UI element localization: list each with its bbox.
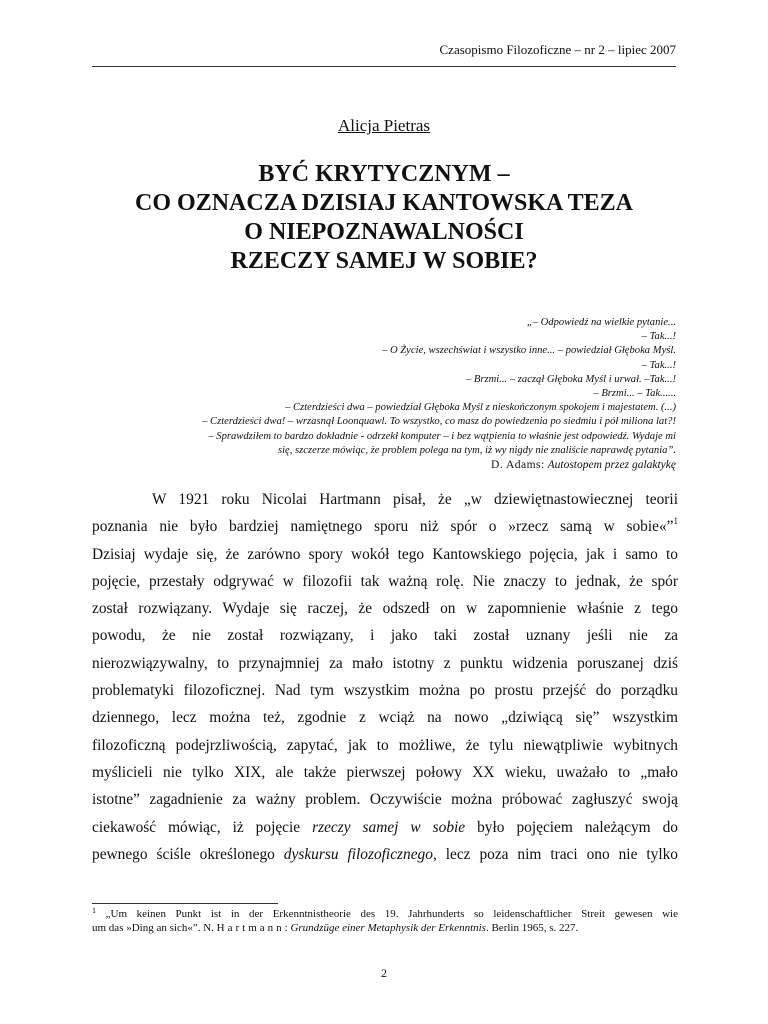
epigraph-line: – Tak...! (641, 359, 676, 371)
body-line-text: poznania nie było bardziej namiętnego sporu niż spór o »rzecz samą w sobie«” (92, 518, 674, 536)
title-line: BYĆ KRYTYCZNYM – (258, 161, 510, 187)
epigraph-line: – Czterdzieści dwa! – wrzasnął Loonquawl. To wszystko, co masz do powiedzenia po siedmiu i pół miliona lat?! (202, 416, 676, 428)
epigraph-line: – Czterdzieści dwa – powiedział Głęboka Myśl z nieskończonym spokojem i majestatem. (...) (285, 402, 676, 414)
footnote-text: : (284, 922, 291, 934)
attribution-author: D. Adams: (491, 459, 545, 471)
footnote-line (92, 921, 678, 935)
body-line: powodu, że nie został rozwiązany, i jako taki został uznany jeśli nie za (92, 627, 678, 645)
journal-name: Czasopismo Filozoficzne – nr 2 – lipiec 2007 (439, 42, 676, 57)
article-title (80, 160, 688, 276)
footnote-text: . Berlin 1965, s. 227. (485, 922, 579, 934)
footnote (92, 907, 678, 935)
body-line (92, 841, 678, 868)
body-line (92, 814, 678, 841)
epigraph-line: – Brzmi... – Tak...... (593, 388, 676, 400)
epigraph-attribution (491, 459, 676, 471)
body-line: pojęcie, przestały odgrywać w filozofii tak ważną rolę. Nie znaczy to jednak, że spór (92, 572, 678, 590)
emphasis-term: dyskursu filozoficznego (283, 845, 433, 863)
attribution-work: Autostopem przez galaktykę (547, 459, 676, 471)
footnote-separator (92, 903, 278, 904)
epigraph-line: „– Odpowiedź na wielkie pytanie... (526, 317, 676, 328)
body-text: było pojęciem należącym do (465, 818, 678, 836)
footnote-author: Hartmann (216, 922, 285, 934)
title-line: CO OZNACZA DZISIAJ KANTOWSKA TEZA (135, 190, 633, 216)
footnote-text: „Um keinen Punkt ist in der Erkenntnistheorie des 19. Jahrhunderts so leidenschaftlicher Streit gewesen wie (105, 908, 678, 920)
body-line: nierozwiązywalny, to przynajmniej za mało istotny z punktu widzenia poruszanej dziś (92, 654, 678, 672)
emphasis-term: rzeczy samej w sobie (312, 818, 466, 836)
epigraph-line: – Tak...! (641, 331, 676, 343)
body-line: W 1921 roku Nicolai Hartmann pisał, że „w dziewiętnastowiecznej teorii (152, 491, 678, 508)
footnote-work-title: Grundzüge einer Metaphysik der Erkenntnis (290, 922, 486, 934)
title-line: O NIEPOZNAWALNOŚCI (244, 219, 524, 245)
epigraph-line: – Sprawdziłem to bardzo dokładnie - odrzekł komputer – i bez wątpienia to właśnie jest odpowiedź. Wydaje mi (208, 430, 676, 442)
body-text: , lecz poza nim traci ono nie tylko (432, 845, 678, 863)
footnote-ref[interactable]: 1 (673, 516, 678, 527)
body-line: myślicieli nie tylko XIX, ale także pierwszej połowy XX wieku, uważało to „mało (92, 763, 678, 781)
epigraph-line: – O Życie, wszechświat i wszystko inne... – powiedział Głęboka Myśl. (382, 345, 676, 357)
title-line: RZECZY SAMEJ W SOBIE? (230, 248, 538, 274)
footnote-line (92, 907, 678, 921)
epigraph (92, 316, 676, 458)
body-text: pewnego ściśle określonego (92, 845, 284, 863)
running-header (92, 42, 676, 67)
body-line: problematyki filozoficznej. Nad tym wszystkim można po prostu przejść do porządku (92, 682, 678, 700)
body-line: dziennego, lecz można też, zgodnie z wciąż na nowo „dziwiącą się” wszystkim (92, 709, 678, 727)
page-number: 2 (381, 966, 387, 980)
body-line: filozoficzną podejrzliwością, zapytać, jak to możliwe, że tylu niewątpliwie wybitnych (92, 736, 678, 754)
epigraph-line: – Brzmi... – zaczął Głęboka Myśl i urwał. –Tak...! (465, 373, 676, 385)
body-line (92, 513, 678, 540)
body-line: istotne” zagadnienie za ważny problem. Oczywiście można próbować zagłuszyć swoją (92, 791, 678, 809)
epigraph-line: się, szczerze mówiąc, że problem polega na tym, iż wy nigdy nie znaliście naprawdę pytania”. (277, 444, 676, 456)
body-line: został rozwiązany. Wydaje się raczej, że odszedł on w zapomnienie właśnie z tego (92, 600, 678, 618)
body-line: Dzisiaj wydaje się, że zarówno spory wokół tego Kantowskiego pojęcia, jak i samo to (92, 545, 678, 563)
footnote-number: 1 (92, 906, 96, 915)
body-text: ciekawość mówiąc, iż pojęcie (92, 818, 313, 836)
footnote-text: um das »Ding an sich«”. N. (92, 922, 217, 934)
body-paragraph (92, 486, 678, 868)
article-author: Alicja Pietras (337, 116, 431, 135)
